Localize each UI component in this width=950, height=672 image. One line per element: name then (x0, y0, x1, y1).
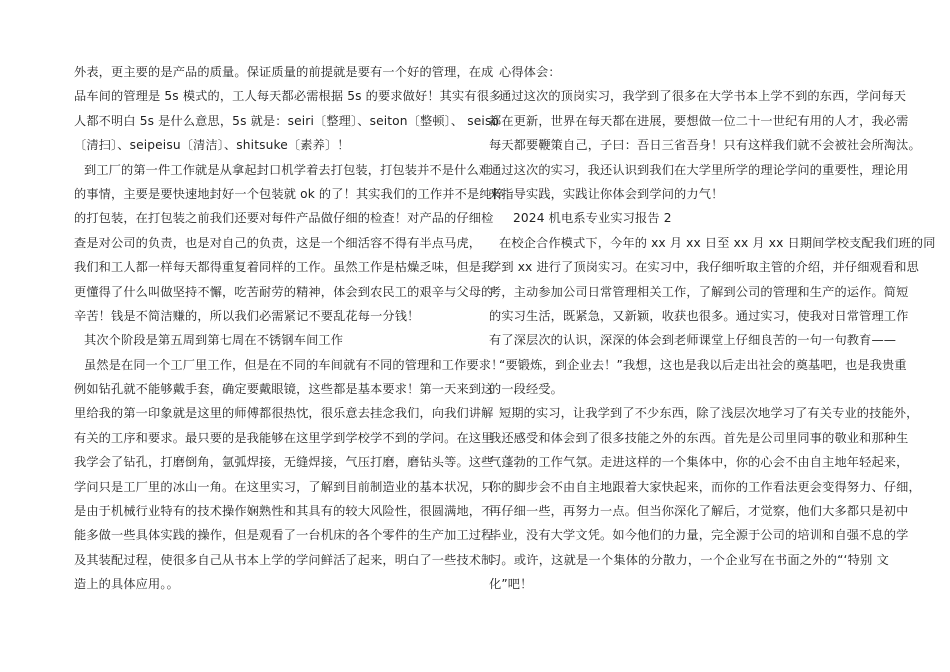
text-line: 查是对公司的负责，也是对自己的负责，这是一个细活容不得有半点马虎， (74, 235, 482, 250)
text-line: 有了深层次的认识，深深的体会到老师课堂上仔细良苦的一句一句教育—— (489, 333, 897, 348)
left-column (74, 60, 504, 597)
text-line: 学问只是工厂里的冰山一角。在这里实习，了解到目前制造业的基本状况，只 (74, 479, 494, 494)
text-line: 考，主动参加公司日常管理相关工作，了解到公司的管理和生产的运作。简短 (489, 284, 909, 299)
text-line: 在校企合作模式下，今年的 xx 月 xx 日至 xx 月 xx 日期间学校支配我们班的同 (499, 235, 936, 250)
right-column (489, 60, 936, 597)
text-line: 的事情，主要是要快速地封好一个包装就 ok 的了！其实我们的工作并不是纯粹 (74, 186, 504, 201)
text-line: 造上的具体应用。。 (74, 577, 179, 592)
text-line: 的实习生活，既紧急，又新颖，收获也很多。通过实习，使我对日常管理工作 (489, 308, 909, 323)
text-line: 都在更新，世界在每天都在进展，要想做一位二十一世纪有用的人才，我必需 (489, 113, 909, 128)
text-line: 到工厂的第一件工作就是从拿起封口机学着去打包装，打包装并不是什么难 (84, 162, 492, 177)
text-line: 人都不明白 5s 是什么意思，5s 就是：seiri〔整理〕、seiton〔整顿〕、 seiso (74, 113, 500, 128)
text-line: 的一段经受。 (489, 382, 564, 397)
text-line: 气蓬勃的工作气氛。走进这样的一个集体中，你的心会不由自主地年轻起来， (489, 455, 909, 470)
report-title: 2024 机电系专业实习报告 2 (513, 211, 672, 226)
text-line: 化”吧！ (489, 577, 533, 592)
text-line: 你的脚步会不由自主地跟着大家快起来，而你的工作看法更会变得努力、仔细， (489, 479, 921, 494)
text-line: 再仔细一些，再努力一点。但当你深化了解后，才觉察，他们大多都只是初中 (489, 504, 909, 519)
section-heading: 心得体会： (499, 65, 561, 79)
text-line: 来指导实践，实践让你体会到学问的力气！ (489, 186, 724, 201)
text-line: 学到 xx 进行了顶岗实习。在实习中，我仔细听取主管的介绍，并仔细观看和思 (489, 260, 919, 275)
text-line: 更懂得了什么叫做坚持不懈，吃苦耐劳的精神，体会到农民工的艰辛与父母的 (74, 284, 494, 299)
text-line: 及其装配过程，使很多自己从书本上学的学问鲜活了起来，明白了一些技术制 (74, 552, 494, 567)
text-line: 的打包装，在打包装之前我们还要对每件产品做仔细的检查！对产品的仔细检 (74, 211, 494, 226)
text-line: 例如钻孔就不能够戴手套，确定要戴眼镜，这些都是基本要求！第一天来到这 (74, 382, 494, 397)
text-line: 有关的工序和要求。最只要的是我能够在这里学到学校学不到的学问。在这里 (74, 430, 494, 445)
text-line: 品车间的管理是 5s 模式的，工人每天都必需根据 5s 的要求做好！其实有很多 (74, 89, 502, 104)
text-line: 虽然是在同一个工厂里工作，但是在不同的车间就有不同的管理和工作要求！ (84, 357, 504, 372)
text-line: 每天都要鞭策自己，子曰：吾日三省吾身！只有这样我们就不会被社会所淘汰。 (489, 138, 921, 153)
text-line: 我学会了钻孔，打磨倒角，氩弧焊接，无缝焊接，气压打磨，磨钻头等。这些 (74, 455, 494, 470)
text-line: 我们和工人都一样每天都得重复着同样的工作。虽然工作是枯燥乏味，但是我 (74, 260, 494, 275)
text-line: “要锻炼，到企业去！”我想，这也是我以后走出社会的奠基吧，也是我贵重 (499, 357, 907, 372)
text-line: 短期的实习，让我学到了不少东西，除了浅层次地学习了有关专业的技能外， (499, 406, 919, 421)
text-line: 我还感受和体会到了很多技能之外的东西。首先是公司里同事的敬业和那种生 (489, 430, 909, 445)
text-line: 辛苦！钱是不简洁赚的，所以我们必需紧记不要乱花每一分钱！ (74, 308, 420, 323)
text-line: 外表，更主要的是产品的质量。保证质量的前提就是要有一个好的管理，在成 (74, 65, 494, 79)
text-line: 毕业，没有大学文凭。如今他们的力量，完全源于公司的培训和自强不息的学 (489, 528, 909, 543)
text-line: 习。或许，这就是一个集体的分散力，一个企业写在书面之外的“‘特别 文 (489, 552, 889, 567)
text-line: 是由于机械行业特有的技术操作娴熟性和其具有的较大风险性，很圆满地，不 (74, 504, 494, 519)
text-line: 通过这次的实习，我还认识到我们在大学里所学的理论学问的重要性，理论用 (489, 162, 909, 177)
section-heading: 其次个阶段是第五周到第七周在不锈钢车间工作 (84, 333, 344, 348)
text-line: 能多做一些具体实践的操作，但是观看了一台机床的各个零件的生产加工过程 (74, 528, 494, 543)
text-line: 里给我的第一印象就是这里的师傅都很热忱，很乐意去挂念我们，向我们讲解 (74, 406, 494, 421)
text-line: 通过这次的顶岗实习，我学到了很多在大学书本上学不到的东西，学问每天 (499, 89, 907, 104)
text-line: 〔清扫〕、seipeisu〔清洁〕、shitsuke〔素养〕！ (74, 138, 350, 153)
